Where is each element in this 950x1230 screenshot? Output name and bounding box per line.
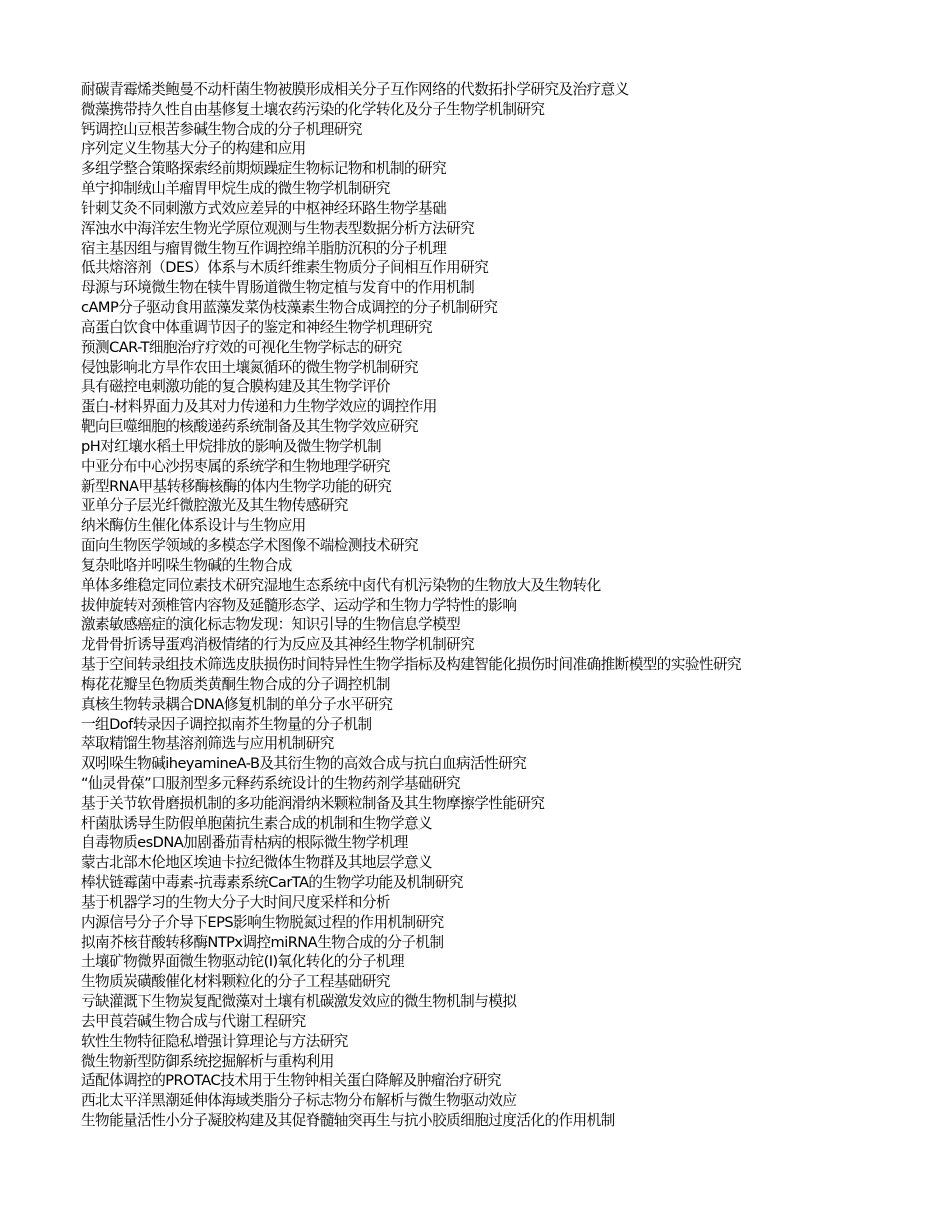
project-title-line: 具有磁控电刺激功能的复合膜构建及其生物学评价 <box>81 378 390 396</box>
project-title-line: 针刺艾灸不同刺激方式效应差异的中枢神经环路生物学基础 <box>81 199 447 217</box>
project-title-line: 耐碳青霉烯类鲍曼不动杆菌生物被膜形成相关分子互作网络的代数拓扑学研究及治疗意义 <box>81 81 629 98</box>
project-title-line: 微藻携带持久性自由基修复土壤农药污染的化学转化及分子生物学机制研究 <box>81 100 545 118</box>
project-title-line: 侵蚀影响北方旱作农田土壤氮循环的微生物学机制研究 <box>81 358 419 376</box>
project-title-line: 土壤矿物微界面微生物驱动铊(I)氧化转化的分子机理 <box>81 953 405 971</box>
project-title-line: 母源与环境微生物在犊牛胃肠道微生物定植与发育中的作用机制 <box>81 279 475 297</box>
project-title-line: 多组学整合策略探索经前期烦躁症生物标记物和机制的研究 <box>81 160 447 178</box>
project-title-line: 基于空间转录组技术筛选皮肤损伤时间特异性生物学指标及构建智能化损伤时间准确推断模型的实验性研究 <box>81 656 742 674</box>
project-title-line: 亚单分子层光纤微腔激光及其生物传感研究 <box>81 497 348 515</box>
project-title-line: 生物质炭磺酸催化材料颗粒化的分子工程基础研究 <box>81 973 390 991</box>
project-title-line: 蛋白-材料界面力及其对力传递和力生物学效应的调控作用 <box>81 398 437 416</box>
project-title-line: 钙调控山豆根苦参碱生物合成的分子机理研究 <box>81 120 362 138</box>
project-title-list <box>81 80 950 1131</box>
project-title-line: 高蛋白饮食中体重调节因子的鉴定和神经生物学机理研究 <box>81 318 433 336</box>
project-title-line: 杆菌肽诱导生防假单胞菌抗生素合成的机制和生物学意义 <box>81 814 433 832</box>
project-title-line: pH对红壤水稻土甲烷排放的影响及微生物学机制 <box>81 437 382 455</box>
project-title-line: 生物能量活性小分子凝胶构建及其促脊髓轴突再生与抗小胶质细胞过度活化的作用机制 <box>81 1112 615 1130</box>
project-title-line: 真核生物转录耦合DNA修复机制的单分子水平研究 <box>81 695 393 713</box>
project-title-line: 复杂吡咯并吲哚生物碱的生物合成 <box>81 556 292 574</box>
project-title-line: 西北太平洋黑潮延伸体海域类脂分子标志物分布解析与微生物驱动效应 <box>81 1092 517 1110</box>
project-title-line: 龙骨骨折诱导蛋鸡消极情绪的行为反应及其神经生物学机制研究 <box>81 636 475 654</box>
project-title-line: 拟南芥核苷酸转移酶NTPx调控miRNA生物合成的分子机制 <box>81 933 444 951</box>
project-title-line: 软性生物特征隐私增强计算理论与方法研究 <box>81 1032 348 1050</box>
project-title-line: 面向生物医学领域的多模态学术图像不端检测技术研究 <box>81 537 419 555</box>
project-title-line: 低共熔溶剂（DES）体系与木质纤维素生物质分子间相互作用研究 <box>81 259 489 277</box>
project-title-line: 预测CAR-T细胞治疗疗效的可视化生物学标志的研究 <box>81 338 402 356</box>
project-title-line: 适配体调控的PROTAC技术用于生物钟相关蛋白降解及肿瘤治疗研究 <box>81 1072 501 1090</box>
project-title-line: 梅花花瓣呈色物质类黄酮生物合成的分子调控机制 <box>81 675 390 693</box>
project-title-line: 亏缺灌溉下生物炭复配微藻对土壤有机碳激发效应的微生物机制与模拟 <box>81 993 517 1011</box>
project-title-line: 单体多维稳定同位素技术研究湿地生态系统中卤代有机污染物的生物放大及生物转化 <box>81 576 601 594</box>
project-title-line: 去甲莨菪碱生物合成与代谢工程研究 <box>81 1012 306 1030</box>
project-title-line: cAMP分子驱动食用蓝藻发菜伪枝藻素生物合成调控的分子机制研究 <box>81 299 498 317</box>
project-title-line: 拔伸旋转对颈椎管内容物及延髓形态学、运动学和生物力学特性的影响 <box>81 596 517 614</box>
project-title-line: 序列定义生物基大分子的构建和应用 <box>81 140 306 158</box>
project-title-line: 双吲哚生物碱iheyamineA-B及其衍生物的高效合成与抗白血病活性研究 <box>81 755 527 773</box>
project-title-line: 一组Dof转录因子调控拟南芥生物量的分子机制 <box>81 715 372 733</box>
project-title-line: 内源信号分子介导下EPS影响生物脱氮过程的作用机制研究 <box>81 913 444 931</box>
project-title-line: 自毒物质esDNA加剧番茄青枯病的根际微生物学机理 <box>81 834 408 852</box>
project-title-line: 单宁抑制绒山羊瘤胃甲烷生成的微生物学机制研究 <box>81 180 390 198</box>
project-title-line: 蒙古北部木伦地区埃迪卡拉纪微体生物群及其地层学意义 <box>81 854 433 872</box>
project-title-line: 宿主基因组与瘤胃微生物互作调控绵羊脂肪沉积的分子机理 <box>81 239 447 257</box>
project-title-line: “仙灵骨葆”口服剂型多元释药系统设计的生物药剂学基础研究 <box>81 774 461 792</box>
project-title-line: 微生物新型防御系统挖掘解析与重构利用 <box>81 1052 334 1070</box>
project-title-line: 棒状链霉菌中毒素-抗毒素系统CarTA的生物学功能及机制研究 <box>81 874 463 892</box>
project-title-line: 浑浊水中海洋宏生物光学原位观测与生物表型数据分析方法研究 <box>81 219 475 237</box>
project-title-line: 纳米酶仿生催化体系设计与生物应用 <box>81 517 306 535</box>
project-title-line: 基于机器学习的生物大分子大时间尺度采样和分析 <box>81 893 390 911</box>
project-title-line: 新型RNA甲基转移酶核酶的体内生物学功能的研究 <box>81 477 392 495</box>
project-title-line: 靶向巨噬细胞的核酸递药系统制备及其生物学效应研究 <box>81 418 419 436</box>
project-title-line: 基于关节软骨磨损机制的多功能润滑纳米颗粒制备及其生物摩擦学性能研究 <box>81 794 545 812</box>
project-title-line: 萃取精馏生物基溶剂筛选与应用机制研究 <box>81 735 334 753</box>
project-title-line: 激素敏感癌症的演化标志物发现：知识引导的生物信息学模型 <box>81 616 461 634</box>
project-title-line: 中亚分布中心沙拐枣属的系统学和生物地理学研究 <box>81 457 390 475</box>
